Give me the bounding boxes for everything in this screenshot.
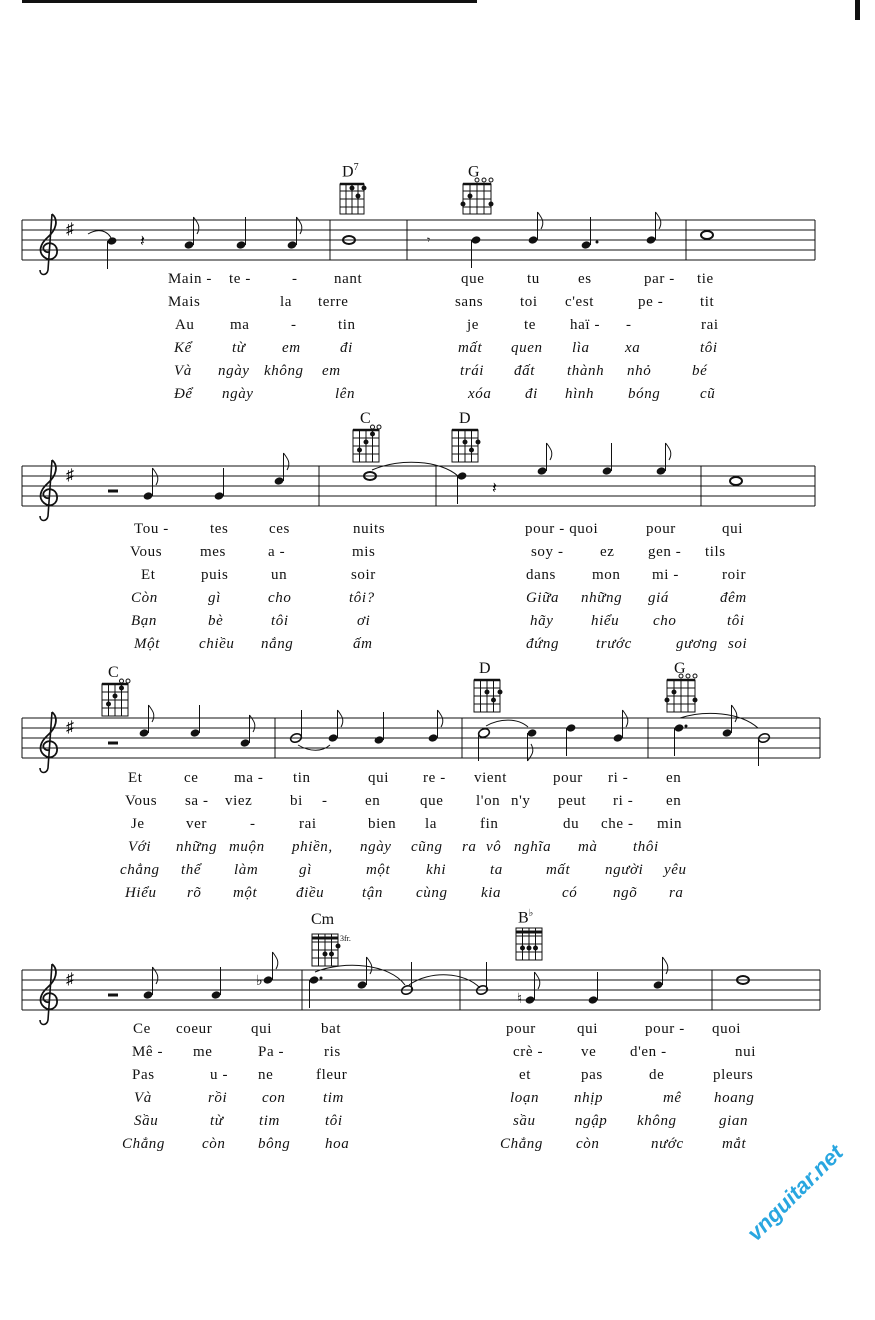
lyric-word: fin	[480, 816, 499, 832]
lyric-word: nant	[334, 271, 363, 287]
lyric-word: Pas	[132, 1067, 155, 1083]
lyric-word: vient	[474, 770, 507, 786]
lyric-word: dans	[526, 567, 556, 583]
lyric-word: soi	[728, 636, 748, 652]
lyric-word: nuits	[353, 521, 386, 537]
lyric-word: tận	[362, 885, 383, 901]
lyric-word: fleur	[316, 1067, 348, 1083]
lyric-word: min	[657, 816, 683, 832]
lyric-word: xóa	[468, 386, 492, 402]
chord-name-2-1: C	[360, 410, 371, 427]
lyric-word: -	[626, 317, 632, 333]
lyric-word: bóng	[628, 386, 661, 402]
lyric-word: bien	[368, 816, 397, 832]
lyric-word: que	[420, 793, 444, 809]
lyric-word: ri -	[613, 793, 634, 809]
lyric-word: que	[461, 271, 485, 287]
lyric-word: ma -	[234, 770, 264, 786]
lyric-word: mắt	[722, 1136, 747, 1152]
lyric-word: un	[271, 567, 288, 583]
lyric-word: rõ	[187, 885, 202, 901]
lyric-word: vô	[486, 839, 502, 855]
lyric-word: Kể	[174, 340, 192, 356]
svg-text:♭: ♭	[256, 974, 263, 989]
lyric-word: con	[262, 1090, 286, 1106]
lyric-word: puis	[201, 567, 229, 583]
lyric-word: Bạn	[131, 613, 157, 629]
chord-diagram-4-2	[516, 928, 542, 960]
lyric-word: tin	[338, 317, 356, 333]
lyric-word: ra	[669, 885, 684, 901]
fret-label: 3fr.	[340, 934, 351, 943]
lyric-word: ce	[184, 770, 199, 786]
chord-name-4-2: B♭	[518, 908, 534, 927]
chord-diagram-3-2	[474, 680, 502, 712]
lyric-word: terre	[318, 294, 349, 310]
lyric-word: ces	[269, 521, 290, 537]
lyric-word: tin	[293, 770, 311, 786]
lyric-word: điều	[296, 885, 325, 901]
lyric-word: nui	[735, 1044, 756, 1060]
lyric-word: ấm	[353, 636, 373, 652]
lyric-word: ngày	[222, 386, 254, 402]
lyric-word: ngày	[360, 839, 392, 855]
staff-system-1	[22, 212, 815, 275]
lyric-word: crè -	[513, 1044, 544, 1060]
lyric-word: muộn	[229, 839, 265, 855]
lyric-word: n'y	[511, 793, 531, 809]
lyric-word: xa	[625, 340, 641, 356]
lyric-word: cho	[653, 613, 677, 629]
lyric-word: peut	[558, 793, 587, 809]
lyric-word: pleurs	[713, 1067, 754, 1083]
chord-name-3-2: D	[479, 660, 491, 677]
lyric-word: Je	[131, 816, 145, 832]
lyric-word: ngày	[218, 363, 250, 379]
lyric-word: thành	[567, 363, 605, 379]
lyric-word: bè	[208, 613, 224, 629]
lyric-word: gì	[208, 590, 221, 606]
lyric-word: -	[322, 793, 328, 809]
lyric-word: khi	[426, 862, 447, 878]
lyric-word: te -	[229, 271, 251, 287]
lyric-word: pour	[553, 770, 583, 786]
lyric-word: Để	[174, 386, 193, 402]
lyric-word: u -	[210, 1067, 229, 1083]
lyric-word: một	[233, 885, 258, 901]
lyric-word: ver	[186, 816, 207, 832]
lyric-word: kia	[481, 885, 502, 901]
lyric-word: pas	[581, 1067, 603, 1083]
lyric-word: em	[322, 363, 341, 379]
lyric-word: hãy	[530, 613, 554, 629]
lyric-word: te	[524, 317, 537, 333]
lyric-word: đất	[514, 363, 535, 379]
lyric-word: l'on	[476, 793, 501, 809]
lyric-word: du	[563, 816, 580, 832]
svg-text:𝄾: 𝄾	[427, 233, 431, 247]
lyric-word: ngõ	[613, 885, 638, 901]
lyric-word: cũng	[411, 839, 443, 855]
lyric-word: tils	[705, 544, 726, 560]
lyric-word: có	[562, 885, 578, 901]
chord-name-1-1: $D^7$	[342, 162, 359, 181]
lyric-word: thể	[181, 862, 202, 878]
lyric-word: làm	[234, 862, 259, 878]
lyric-word: ne	[258, 1067, 274, 1083]
lyric-word: Mais	[168, 294, 201, 310]
lyric-word: gen -	[648, 544, 682, 560]
lyric-word: la	[280, 294, 293, 310]
lyric-word: Chẳng	[500, 1136, 544, 1152]
lyric-word: hình	[565, 386, 595, 402]
lyric-word: ta	[490, 862, 503, 878]
lyric-word: toi	[520, 294, 538, 310]
lyric-word: tôi	[700, 340, 718, 356]
lyric-word: Main -	[168, 271, 213, 287]
lyric-word: re -	[423, 770, 446, 786]
lyric-word: hoa	[325, 1136, 350, 1152]
lyric-word: mất	[546, 862, 571, 878]
lyric-word: tôi?	[349, 590, 375, 606]
lyric-word: haï -	[570, 317, 601, 333]
lyric-word: Sầu	[134, 1113, 159, 1129]
lyric-word: Còn	[131, 590, 158, 606]
lyric-word: tôi	[325, 1113, 343, 1129]
lyric-word: trước	[596, 636, 632, 652]
chord-diagram-2-1	[353, 425, 381, 462]
lyric-word: pour - quoi	[525, 521, 599, 537]
lyric-word: Vous	[130, 544, 163, 560]
chord-diagram-2-2	[452, 430, 480, 462]
lyric-word: soy -	[531, 544, 564, 560]
lyric-word: hoang	[714, 1090, 755, 1106]
svg-text:𝄽: 𝄽	[492, 480, 497, 497]
lyric-word: cho	[268, 590, 292, 606]
lyric-word: từ	[232, 340, 246, 356]
lyric-word: -	[291, 317, 297, 333]
lyric-word: mất	[458, 340, 483, 356]
svg-text:♯: ♯	[66, 971, 74, 988]
lyric-word: qui	[368, 770, 389, 786]
lyric-word: không	[637, 1113, 677, 1129]
lyric-word: par -	[644, 271, 675, 287]
chord-name-2-2: D	[459, 410, 471, 427]
lyric-word: chiều	[199, 636, 235, 652]
lyric-word: Với	[128, 839, 152, 855]
lyric-word: la	[425, 816, 438, 832]
svg-text:♮: ♮	[517, 992, 523, 1007]
lyric-word: Và	[134, 1090, 152, 1106]
lyric-word: từ	[210, 1113, 224, 1129]
lyric-word: bông	[258, 1136, 291, 1152]
lyric-word: rai	[299, 816, 317, 832]
lyric-word: tu	[527, 271, 540, 287]
chord-diagram-3-1	[102, 679, 130, 716]
lyric-word: một	[366, 862, 391, 878]
svg-text:♯: ♯	[66, 467, 74, 484]
lyric-word: a -	[268, 544, 286, 560]
lyric-word: người	[605, 862, 644, 878]
lyric-word: cũ	[700, 386, 716, 402]
chord-name-3-1: C	[108, 664, 119, 681]
lyric-word: còn	[576, 1136, 600, 1152]
lyric-word: rai	[701, 317, 719, 333]
lyric-word: ri -	[608, 770, 629, 786]
lyric-word: đêm	[720, 590, 747, 606]
watermark: vnguitar.net	[742, 1139, 848, 1246]
lyric-word: en	[666, 770, 682, 786]
lyric-word: tim	[323, 1090, 344, 1106]
lyric-word: quoi	[712, 1021, 742, 1037]
lyric-word: mi -	[652, 567, 679, 583]
lyric-word: đi	[340, 340, 353, 356]
chord-name-3-3: G	[674, 660, 686, 677]
lyric-word: sans	[455, 294, 484, 310]
chord-name-1-2: G	[468, 163, 480, 181]
lyric-word: bat	[321, 1021, 342, 1037]
staff-system-3	[22, 705, 820, 773]
lyric-word: et	[519, 1067, 532, 1083]
chord-diagram-4-1	[312, 934, 340, 966]
svg-text:♯: ♯	[66, 719, 74, 736]
lyric-word: en	[365, 793, 381, 809]
lyric-word: cùng	[416, 885, 448, 901]
chord-diagram-1-1	[340, 184, 366, 214]
lyric-word: còn	[202, 1136, 226, 1152]
lyric-word: thôi	[633, 839, 659, 855]
lyric-word: pe -	[638, 294, 664, 310]
lyric-word: mê	[663, 1090, 682, 1106]
lyric-word: Giữa	[526, 590, 560, 606]
lyric-word: đứng	[526, 636, 560, 652]
lyric-word: hiểu	[591, 613, 620, 629]
lyric-word: ngập	[575, 1113, 608, 1129]
lyric-word: loạn	[510, 1090, 540, 1106]
lyric-word: giá	[648, 590, 669, 606]
lyric-word: quen	[511, 340, 543, 356]
lyric-word: bé	[692, 363, 708, 379]
lyric-word: de	[649, 1067, 665, 1083]
lyric-word: qui	[722, 521, 743, 537]
lyric-word: ez	[600, 544, 615, 560]
lyric-word: tes	[210, 521, 229, 537]
staff-system-4	[22, 952, 820, 1025]
lyric-word: gian	[719, 1113, 749, 1129]
lyric-word: pour	[506, 1021, 536, 1037]
lyric-word: tit	[700, 294, 715, 310]
lyric-word: viez	[225, 793, 253, 809]
lyric-word: mes	[200, 544, 226, 560]
lyric-word: ra	[462, 839, 477, 855]
lyric-word: yêu	[664, 862, 687, 878]
lyric-word: ma	[230, 317, 250, 333]
lyric-word: Mê -	[132, 1044, 164, 1060]
lyric-word: mon	[592, 567, 621, 583]
lyric-word: c'est	[565, 294, 595, 310]
lyric-word: nắng	[261, 636, 294, 652]
lyric-word: qui	[251, 1021, 272, 1037]
lyric-word: -	[292, 271, 298, 287]
lyric-word: Chẳng	[122, 1136, 166, 1152]
lyric-word: soir	[351, 567, 376, 583]
svg-text:𝄽: 𝄽	[140, 233, 145, 250]
lyric-word: pour	[646, 521, 676, 537]
lyric-word: Et	[141, 567, 156, 583]
lyric-word: rồi	[208, 1090, 228, 1106]
lyric-word: en	[666, 793, 682, 809]
chord-diagram-1-2	[461, 178, 493, 214]
lyric-word: bi	[290, 793, 303, 809]
lyric-word: tôi	[271, 613, 289, 629]
lyric-word: gương	[676, 636, 718, 652]
lyric-word: Tou -	[134, 521, 169, 537]
lyric-word: roir	[722, 567, 747, 583]
lyric-word: sa -	[185, 793, 209, 809]
lyric-word: ơi	[357, 613, 371, 629]
lyric-word: nghĩa	[514, 839, 552, 855]
lyric-word: -	[250, 816, 256, 832]
lyric-word: Và	[174, 363, 192, 379]
lyric-word: tôi	[727, 613, 745, 629]
lyric-word: qui	[577, 1021, 598, 1037]
lyric-word: lìa	[572, 340, 590, 356]
lyric-word: Ce	[133, 1021, 151, 1037]
lyric-word: những	[176, 839, 218, 855]
staff-system-2	[22, 443, 815, 521]
lyric-word: Pa -	[258, 1044, 285, 1060]
lyric-word: nhỏ	[627, 363, 652, 379]
lyric-word: chẳng	[120, 862, 160, 878]
lyric-word: ve	[581, 1044, 597, 1060]
lyric-word: d'en -	[630, 1044, 667, 1060]
lyric-word: gì	[299, 862, 312, 878]
lyric-word: lên	[335, 386, 356, 402]
lyric-word: che -	[601, 816, 634, 832]
lyric-word: Hiểu	[125, 885, 157, 901]
lyric-word: phiền,	[292, 839, 333, 855]
lyric-word: đi	[525, 386, 538, 402]
lyric-word: không	[264, 363, 304, 379]
lyric-word: sầu	[513, 1113, 536, 1129]
svg-text:♯: ♯	[66, 221, 74, 238]
lyric-word: những	[581, 590, 623, 606]
lyric-word: je	[467, 317, 480, 333]
lyric-word: Một	[134, 636, 160, 652]
lyric-word: tie	[697, 271, 714, 287]
lyric-word: me	[193, 1044, 213, 1060]
lyric-word: Et	[128, 770, 143, 786]
chord-diagram-3-3	[665, 674, 697, 712]
lyric-word: Vous	[125, 793, 158, 809]
lyric-word: ris	[324, 1044, 341, 1060]
lyric-word: nhịp	[574, 1090, 604, 1106]
lyric-word: nước	[651, 1136, 684, 1152]
lyric-word: Au	[175, 317, 195, 333]
lyric-word: es	[578, 271, 592, 287]
chord-name-4-1: Cm	[311, 911, 335, 928]
lyric-word: tim	[259, 1113, 280, 1129]
lyric-word: mà	[578, 839, 598, 855]
lyric-word: coeur	[176, 1021, 213, 1037]
lyric-word: trái	[460, 363, 485, 379]
lyric-word: mis	[352, 544, 376, 560]
lyric-word: pour -	[645, 1021, 685, 1037]
lyric-word: em	[282, 340, 301, 356]
